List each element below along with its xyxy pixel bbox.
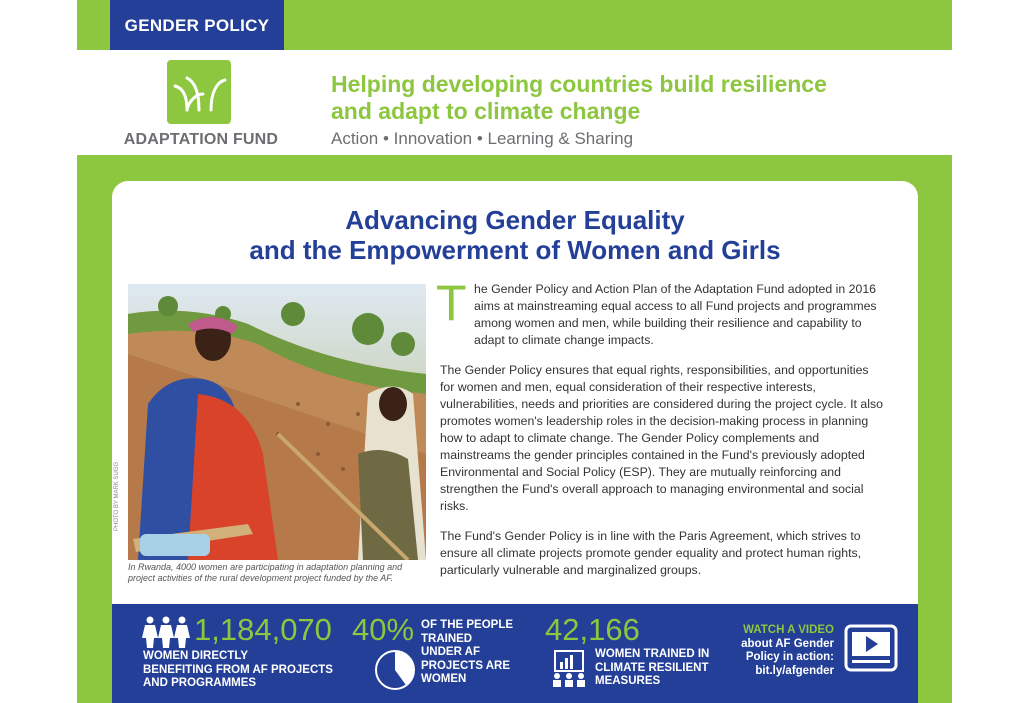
- video-line2: about AF Gender: [741, 637, 834, 650]
- section-tag: GENDER POLICY: [110, 0, 284, 50]
- women-group-icon: [142, 616, 190, 648]
- stat-1-line3: AND PROGRAMMES: [143, 677, 257, 689]
- drop-cap: T: [436, 275, 467, 331]
- tagline: [331, 71, 827, 125]
- header: [77, 50, 952, 155]
- body-text: [436, 275, 886, 592]
- paragraph-1-text: he Gender Policy and Action Plan of the Adaptation Fund adopted in 2016 aims at mainstreaming equal access to all Fund projects and programmes among women and men, while building their resilience and capability to adapt to climate change impacts.: [474, 282, 877, 347]
- photo-caption: In Rwanda, 4000 women are participating in adaptation planning and project activities of the rural development project funded by the AF.: [128, 562, 403, 583]
- stat-2-line5: WOMEN: [421, 673, 467, 685]
- video-line1: WATCH A VIDEO: [743, 624, 834, 636]
- stat-2-line2: TRAINED: [421, 632, 473, 645]
- stat-women-trained-label: [595, 648, 709, 689]
- stat-trained-percent-value: 40%: [352, 612, 415, 647]
- stat-women-benefiting-label: [143, 650, 333, 691]
- training-icon: [549, 649, 589, 687]
- stat-3-line1: WOMEN TRAINED IN: [595, 648, 710, 660]
- stat-2-line3: UNDER AF: [421, 646, 480, 658]
- stat-women-trained-value: 42,166: [545, 612, 640, 647]
- pie-40-icon: [374, 649, 416, 691]
- stat-3-line2: CLIMATE RESILIENT: [595, 661, 709, 674]
- stat-2-line4: PROJECTS ARE: [421, 659, 511, 672]
- stat-trained-percent-label: [421, 619, 513, 687]
- photo-credit: PHOTO BY MARK SUGG: [114, 461, 120, 531]
- flyer-page: [77, 0, 952, 703]
- paragraph-3: The Fund's Gender Policy is in line with the Paris Agreement, which strives to ensure all climate projects promote gender equality and protect human rights, particularly vulnerable and marginalized groups.: [440, 529, 862, 577]
- stat-1-line2: BENEFITING FROM AF PROJECTS: [143, 663, 333, 676]
- video-link[interactable]: bit.ly/afgender: [755, 664, 834, 677]
- logo-text: ADAPTATION FUND: [123, 131, 279, 148]
- title-line2: and the Empowerment of Women and Girls: [249, 235, 781, 265]
- stat-3-line3: MEASURES: [595, 675, 661, 687]
- paragraph-2: The Gender Policy ensures that equal rights, responsibilities, and opportunities for women and men, equal consideration of their respective interests, vulnerabilities, needs and priorities are considered during the project cycle. It also promotes women's leadership roles in the decision-making process in planning how to adapt to climate change. The Gender Policy complements and mainstreams the gender principles contained in the Fund's previously adopted Environmental and Social Policy (ESP). They are mutually reinforcing and strengthen the Fund's overall approach to managing environmental and social risks.: [440, 363, 883, 513]
- tagline-line1: Helping developing countries build resilience: [331, 71, 827, 97]
- subline: Action • Innovation • Learning & Sharing: [331, 129, 634, 148]
- page-title: [112, 205, 918, 265]
- video-line3: Policy in action:: [745, 651, 834, 663]
- stat-1-line1: WOMEN DIRECTLY: [143, 650, 248, 662]
- photo-women-farming: [128, 284, 426, 560]
- stat-2-line1: OF THE PEOPLE: [421, 619, 514, 631]
- video-callout[interactable]: [732, 624, 834, 678]
- title-line1: Advancing Gender Equality: [345, 205, 685, 235]
- stats-bar: [112, 604, 918, 703]
- paragraph-1: [436, 275, 886, 349]
- tagline-line2: and adapt to climate change: [331, 98, 641, 124]
- stat-women-benefiting-value: 1,184,070: [194, 612, 332, 647]
- content-card: [112, 181, 918, 651]
- video-play-icon[interactable]: [844, 624, 898, 672]
- leaf-logo-icon: [167, 60, 231, 124]
